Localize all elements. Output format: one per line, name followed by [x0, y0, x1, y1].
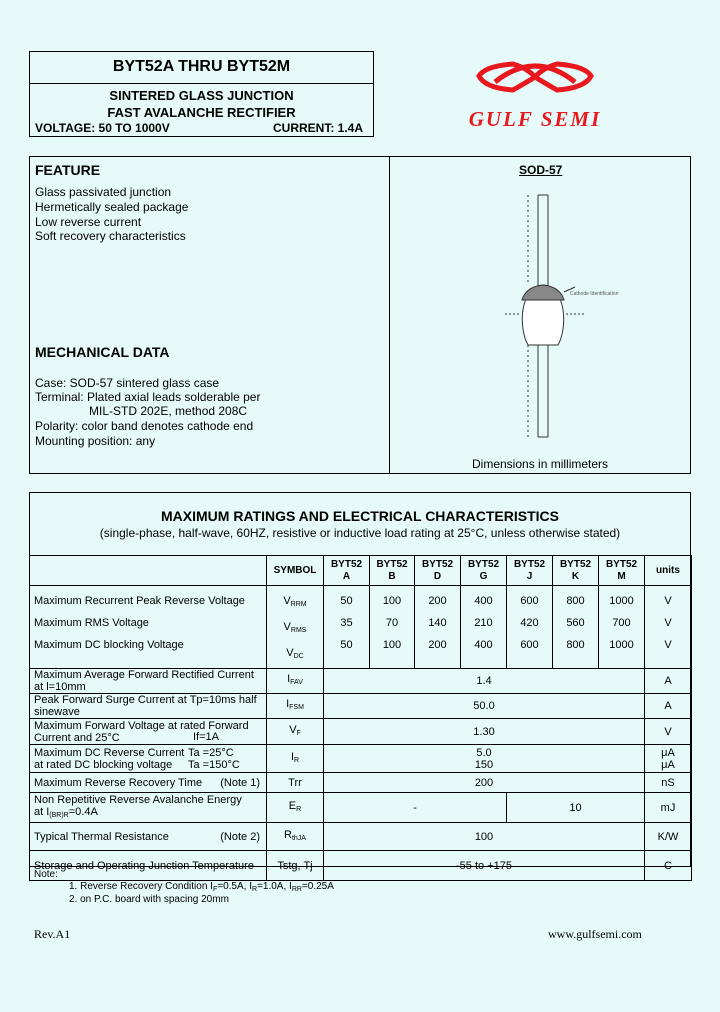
cell-value: -55 to +175	[456, 859, 512, 872]
table-row-ifsm	[30, 694, 692, 719]
cell-value: 200	[428, 595, 447, 607]
part-prefix: BYT52	[421, 558, 454, 570]
cell-value: 100	[382, 639, 402, 651]
row-label: Maximum Average Forward Rectified Current	[34, 669, 254, 681]
cell-value: -	[413, 801, 417, 814]
company-logo	[455, 52, 615, 132]
feature-item: Soft recovery characteristics	[35, 229, 186, 243]
cell-unit: A	[664, 675, 672, 687]
row-condition: If=1A	[193, 731, 219, 743]
ratings-title: MAXIMUM RATINGS AND ELECTRICAL CHARACTERISTICS	[161, 508, 559, 524]
cell-unit: V	[664, 639, 672, 651]
table-row-er	[30, 793, 692, 823]
package-name: SOD-57	[519, 163, 563, 177]
website-link[interactable]: www.gulfsemi.com	[548, 927, 642, 941]
part-suffix: M	[617, 570, 626, 582]
mechanical-line: MIL-STD 202E, method 208C	[89, 404, 248, 418]
notes-title: Note:	[34, 869, 58, 880]
row-condition: Ta =150°C	[188, 759, 240, 771]
feature-item: Hermetically sealed package	[35, 200, 189, 214]
table-header-row	[30, 556, 692, 586]
row-symbol: Trr	[288, 776, 302, 789]
cell-unit: K/W	[657, 830, 679, 843]
cell-value: 200	[428, 639, 447, 651]
cell-unit: A	[664, 700, 672, 712]
symbol-header: SYMBOL	[273, 564, 317, 576]
row-note: (Note 2)	[220, 831, 260, 843]
cell-unit: V	[664, 617, 672, 629]
part-prefix: BYT52	[559, 558, 592, 570]
feature-box	[29, 156, 691, 474]
part-suffix: A	[342, 570, 351, 582]
current-spec: CURRENT: 1.4A	[272, 121, 363, 135]
logo-text: GULF SEMI	[468, 107, 602, 131]
part-suffix: J	[526, 570, 533, 582]
cell-value: 800	[566, 595, 585, 607]
header-divider	[30, 83, 373, 84]
note-1: 1. Reverse Recovery Condition $I_F=0.5A$, $I_R=1.0A$, $I_{RR}=0.25A$	[69, 881, 334, 893]
row-label: Maximum Recurrent Peak Reverse Voltage	[34, 595, 245, 607]
revision-label: Rev.A1	[34, 927, 71, 941]
cell-unit: nS	[661, 776, 675, 789]
ratings-table	[29, 555, 692, 881]
row-label: Maximum RMS Voltage	[34, 617, 149, 629]
row-label: Maximum DC Reverse Current	[34, 746, 185, 759]
cell-value: 10	[569, 801, 582, 814]
units-header: units	[656, 564, 680, 576]
cell-value: 200	[474, 776, 494, 789]
table-row-trr	[30, 773, 692, 793]
row-symbol: $V_{RRM}$	[283, 595, 307, 608]
cell-value: 50	[340, 595, 353, 607]
cell-value: 150	[474, 758, 494, 771]
cell-value: 140	[428, 617, 447, 629]
cell-value: 560	[566, 617, 585, 629]
part-prefix: BYT52	[513, 558, 546, 570]
row-note: (Note 1)	[220, 777, 260, 789]
ratings-subtitle: (single-phase, half-wave, 60HZ, resistive or inductive load rating at 25°C, unless otherwise stated)	[99, 526, 621, 540]
part-suffix: K	[571, 570, 580, 582]
row-symbol: $E_R$	[288, 799, 302, 813]
row-label: at $I_{(BR)R}=0.4A$	[34, 805, 98, 819]
cell-unit: mJ	[660, 801, 676, 814]
row-label: Peak Forward Surge Current at Tp=10ms half	[34, 694, 257, 706]
row-label: at l=10mm	[34, 681, 86, 693]
table-row-tstg	[30, 851, 692, 881]
cell-value: 100	[382, 595, 402, 607]
logo-mark-icon	[455, 52, 615, 132]
cell-value: 35	[340, 617, 353, 629]
cathode-label: Cathode Identification	[570, 291, 619, 297]
note-2: 2. on P.C. board with spacing 20mm	[69, 894, 229, 905]
row-symbol: $I_{FSM}$	[286, 698, 304, 711]
table-row-ir	[30, 745, 692, 773]
part-range-title: BYT52A THRU BYT52M	[112, 58, 291, 75]
cell-value: 50.0	[473, 700, 495, 712]
header-line1: SINTERED GLASS JUNCTION	[109, 88, 294, 103]
cell-value: 1000	[609, 639, 634, 651]
mechanical-line: Terminal: Plated axial leads solderable per	[35, 390, 261, 404]
row-label: Maximum Reverse Recovery Time	[34, 776, 203, 789]
row-label: Non Repetitive Reverse Avalanche Energy	[34, 793, 242, 806]
row-label: Maximum DC blocking Voltage	[34, 639, 184, 651]
row-label: Storage and Operating Junction Temperature	[34, 859, 254, 872]
mechanical-line: Case: SOD-57 sintered glass case	[35, 376, 220, 390]
table-row-ifav	[30, 669, 692, 694]
cell-value: 70	[385, 617, 399, 629]
cell-value: 400	[474, 595, 493, 607]
row-symbol: Tstg, Tj	[277, 859, 313, 872]
row-label: Typical Thermal Resistance	[34, 830, 169, 843]
row-symbol: $V_{RMS}$	[283, 621, 307, 634]
header-box	[29, 51, 374, 137]
part-prefix: BYT52	[376, 558, 408, 570]
cell-value: 210	[474, 617, 493, 629]
feature-item: Low reverse current	[35, 215, 142, 229]
feature-title: FEATURE	[35, 162, 101, 178]
cell-value: 400	[474, 639, 493, 651]
cell-value: 1000	[609, 595, 634, 607]
feature-box-divider	[389, 157, 390, 473]
row-label: Current and 25°C	[34, 731, 120, 744]
mechanical-title: MECHANICAL DATA	[35, 344, 170, 360]
row-label: at rated DC blocking voltage	[34, 758, 173, 771]
mechanical-line: Polarity: color band denotes cathode end	[35, 419, 254, 433]
cell-unit: μA	[661, 746, 675, 759]
cell-unit: C	[664, 859, 672, 872]
part-suffix: D	[433, 570, 442, 582]
cell-value: 100	[474, 830, 494, 843]
dimensions-caption: Dimensions in millimeters	[472, 457, 609, 471]
cell-value: 800	[566, 639, 585, 651]
feature-item: Glass passivated junction	[35, 185, 172, 199]
row-symbol: $I_{FAV}$	[287, 673, 303, 686]
table-row-rth	[30, 823, 692, 851]
row-symbol: $R_{thJA}$	[284, 828, 306, 842]
mechanical-line: Mounting position: any	[35, 434, 156, 448]
row-condition: Ta =25°C	[188, 747, 234, 759]
part-prefix: BYT52	[467, 558, 500, 570]
part-prefix: BYT52	[605, 558, 638, 570]
package-drawing	[440, 187, 680, 457]
cell-value: 700	[612, 617, 631, 629]
row-label: sinewave	[34, 706, 80, 718]
table-row-voltages	[30, 586, 692, 669]
cell-unit: V	[664, 595, 672, 607]
cell-value: 420	[520, 617, 539, 629]
part-suffix: B	[388, 570, 396, 582]
cell-value: 600	[520, 595, 539, 607]
header-line2: FAST AVALANCHE RECTIFIER	[107, 105, 296, 120]
table-row-vf	[30, 719, 692, 745]
row-symbol: $V_F$	[289, 723, 301, 737]
cell-value: 600	[520, 639, 539, 651]
row-symbol: $V_{DC}$	[286, 647, 304, 660]
cell-value: 1.4	[476, 675, 492, 687]
cell-value: 50	[340, 639, 353, 651]
row-label: Maximum Forward Voltage at rated Forward	[34, 719, 249, 732]
part-prefix: BYT52	[330, 558, 363, 570]
cell-value: 5.0	[476, 746, 492, 759]
cell-unit: V	[664, 725, 672, 738]
part-suffix: G	[479, 570, 488, 582]
row-symbol: $I_R$	[290, 750, 300, 764]
cell-value: 1.30	[473, 725, 495, 738]
cell-unit: μA	[661, 758, 675, 771]
voltage-spec: VOLTAGE: 50 TO 1000V	[35, 121, 170, 135]
